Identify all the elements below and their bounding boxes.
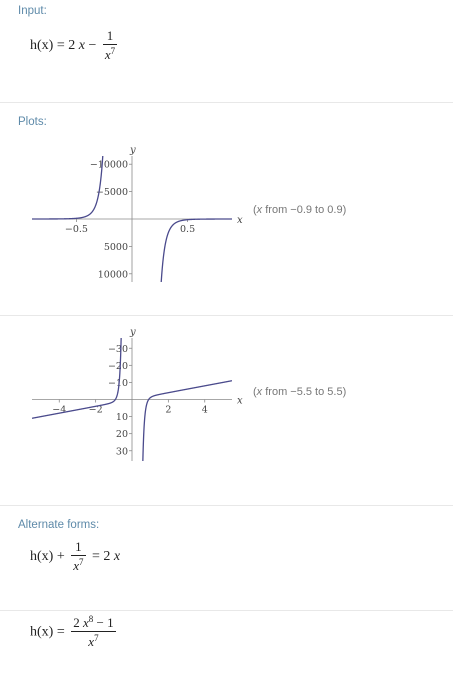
alternate-form-2 bbox=[30, 615, 119, 650]
plot-2-ytick-label: 10 bbox=[115, 412, 128, 424]
plot-1-x-label: x bbox=[237, 215, 243, 226]
plot-2-ytick-label: 30 bbox=[115, 446, 128, 458]
input-den-exp: 7 bbox=[110, 46, 116, 57]
plot-1-note-text: from −0.9 to 0.9) bbox=[262, 204, 347, 216]
plot-2 bbox=[0, 318, 453, 468]
plot-1-ytick-label: −5000 bbox=[95, 187, 128, 199]
input-minus: − bbox=[84, 38, 100, 54]
input-numerator: 1 bbox=[103, 29, 117, 45]
plot-1-range-note bbox=[253, 204, 346, 216]
divider-2 bbox=[0, 315, 453, 316]
form1-fraction bbox=[71, 540, 85, 574]
form2-num-exp: 8 bbox=[88, 614, 94, 624]
input-lhs: h(x) bbox=[30, 38, 54, 54]
plot-2-curve-branch-2 bbox=[132, 381, 232, 468]
plot-1 bbox=[0, 136, 453, 296]
alternate-forms-pod-title: Alternate forms: bbox=[18, 519, 100, 531]
plot-1-ytick-label: 5000 bbox=[103, 241, 128, 253]
plot-2-xtick-label: −4 bbox=[52, 404, 67, 416]
plot-2-xtick-label: −2 bbox=[88, 404, 103, 416]
plot-1-y-label: y bbox=[130, 145, 136, 156]
input-pod-title: Input: bbox=[18, 5, 47, 17]
divider-4 bbox=[0, 610, 453, 611]
form2-den-var: x bbox=[88, 634, 95, 650]
alternate-form-1 bbox=[30, 540, 120, 574]
form2-denominator bbox=[71, 632, 115, 649]
plot-2-ytick-label: 20 bbox=[115, 429, 128, 441]
plot-2-note-open: ( bbox=[253, 386, 257, 398]
plot-2-y-label: y bbox=[130, 327, 136, 338]
plot-2-xtick-label: 4 bbox=[201, 404, 208, 416]
plot-2-range-note bbox=[253, 386, 346, 398]
divider-3 bbox=[0, 505, 453, 506]
form2-fraction bbox=[71, 615, 115, 650]
form1-denominator bbox=[71, 556, 85, 573]
plot-2-xtick-label: 2 bbox=[165, 404, 172, 416]
input-var: x bbox=[78, 38, 85, 54]
form2-equals: = bbox=[53, 624, 69, 640]
form1-rhs: = 2 bbox=[88, 549, 114, 565]
input-equals: = 2 bbox=[53, 38, 79, 54]
plot-1-note-var: x bbox=[256, 204, 263, 216]
divider-1 bbox=[0, 102, 453, 103]
form2-den-exp: 7 bbox=[94, 633, 99, 644]
plot-1-xtick-label: 0.5 bbox=[180, 224, 196, 235]
form1-den-exp: 7 bbox=[79, 557, 84, 568]
plot-2-ytick-label: −20 bbox=[107, 360, 128, 372]
plots-pod-title: Plots: bbox=[18, 116, 47, 128]
form1-den-var: x bbox=[73, 558, 80, 574]
plot-1-xtick-label: −0.5 bbox=[64, 224, 88, 235]
plot-1-ytick-label: 10000 bbox=[97, 269, 128, 281]
plot-2-x-label: x bbox=[237, 395, 243, 407]
input-expression bbox=[30, 29, 120, 63]
form1-lhs: h(x) bbox=[30, 549, 54, 565]
form2-num-tail: − 1 bbox=[93, 615, 114, 630]
form2-numerator bbox=[71, 615, 115, 632]
plot-2-note-text: from −5.5 to 5.5) bbox=[262, 386, 347, 398]
form1-numerator: 1 bbox=[71, 540, 85, 556]
form1-rhs-var: x bbox=[113, 549, 121, 565]
input-den-var: x bbox=[104, 47, 111, 63]
form1-plus: + bbox=[53, 549, 69, 565]
plot-1-curve-branch-1 bbox=[32, 136, 132, 219]
form2-num-coef: 2 bbox=[73, 615, 83, 630]
plot-1-ytick-label: −10000 bbox=[89, 159, 128, 171]
input-fraction bbox=[103, 29, 117, 63]
form2-num-var: x bbox=[82, 615, 89, 630]
plot-1-note-open: ( bbox=[253, 204, 257, 216]
plot-2-note-var: x bbox=[256, 386, 263, 398]
plot-2-ytick-label: −30 bbox=[107, 343, 128, 355]
form2-lhs: h(x) bbox=[30, 624, 54, 640]
input-denominator bbox=[103, 45, 117, 62]
plot-2-ytick-label: −10 bbox=[107, 377, 128, 389]
